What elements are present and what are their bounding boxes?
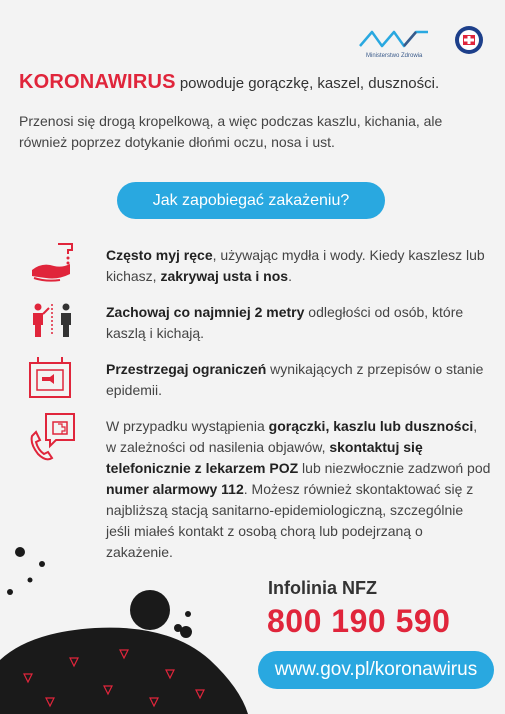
tip-text-segment: , w zależności od nasilenia objawów, [106,418,478,455]
tip-text-segment: zakrywaj usta i nos [160,268,289,284]
tip-text-segment: wynikających z przepisów o stanie epidemii. [106,361,484,398]
headline [19,72,489,94]
distance-icon [28,302,80,338]
tip-regulations [106,359,491,401]
tip-handwashing [106,245,491,287]
regulations-board-icon [28,355,72,399]
handwashing-icon [28,240,80,286]
tip-text-segment: odległości od osób, które kaszlą i kichają. [106,304,464,341]
website-link[interactable]: www.gov.pl/koronawirus [258,651,494,689]
tip-text-segment: skontaktuj się telefonicznie z lekarzem POZ [106,439,423,476]
tip-text-segment: . [288,268,292,284]
tip-text-segment: Przestrzegaj ograniczeń [106,361,267,377]
headline-rest: powoduje gorączkę, kaszel, duszności. [175,75,440,92]
tip-text-segment: Często myj ręce [106,247,213,263]
tip-text-segment: lub niezwłocznie zadzwoń pod [298,460,491,476]
headline-keyword: KORONAWIRUS [19,71,176,93]
decorative-virus-pattern [0,540,260,714]
ministry-label: Ministerstwo Zdrowia [366,53,423,59]
tip-text-segment: numer alarmowy 112 [106,481,244,497]
tip-text-segment: Zachowaj co najmniej 2 metry [106,304,305,320]
hotline-number: 800 190 590 [267,603,451,639]
sanitary-inspectorate-seal-icon [454,25,484,55]
tip-distance [106,302,491,344]
prevention-heading-pill: Jak zapobiegać zakażeniu? [117,182,385,219]
phone-doctor-icon [28,410,78,462]
tip-text-segment: . Możesz również skontaktować się z najbliższą stacją sanitarno-epidemiologiczną, szczególnie jeśli miałeś kontakt z osobą chorą lub podejrzaną o zakażenie. [106,481,474,560]
intro-paragraph: Przenosi się drogą kropelkową, a więc podczas kaszlu, kichania, ale również poprzez dotykanie dłońmi oczu, nosa i ust. [19,113,443,150]
tip-text-segment: gorączki, kaszlu lub duszności [268,418,474,434]
tip-text-segment: , używając mydła i wody. Kiedy kaszlesz lub kichasz, [106,247,485,284]
hotline-label: Infolinia NFZ [268,578,377,598]
tip-text-segment: W przypadku wystąpienia [106,418,269,434]
